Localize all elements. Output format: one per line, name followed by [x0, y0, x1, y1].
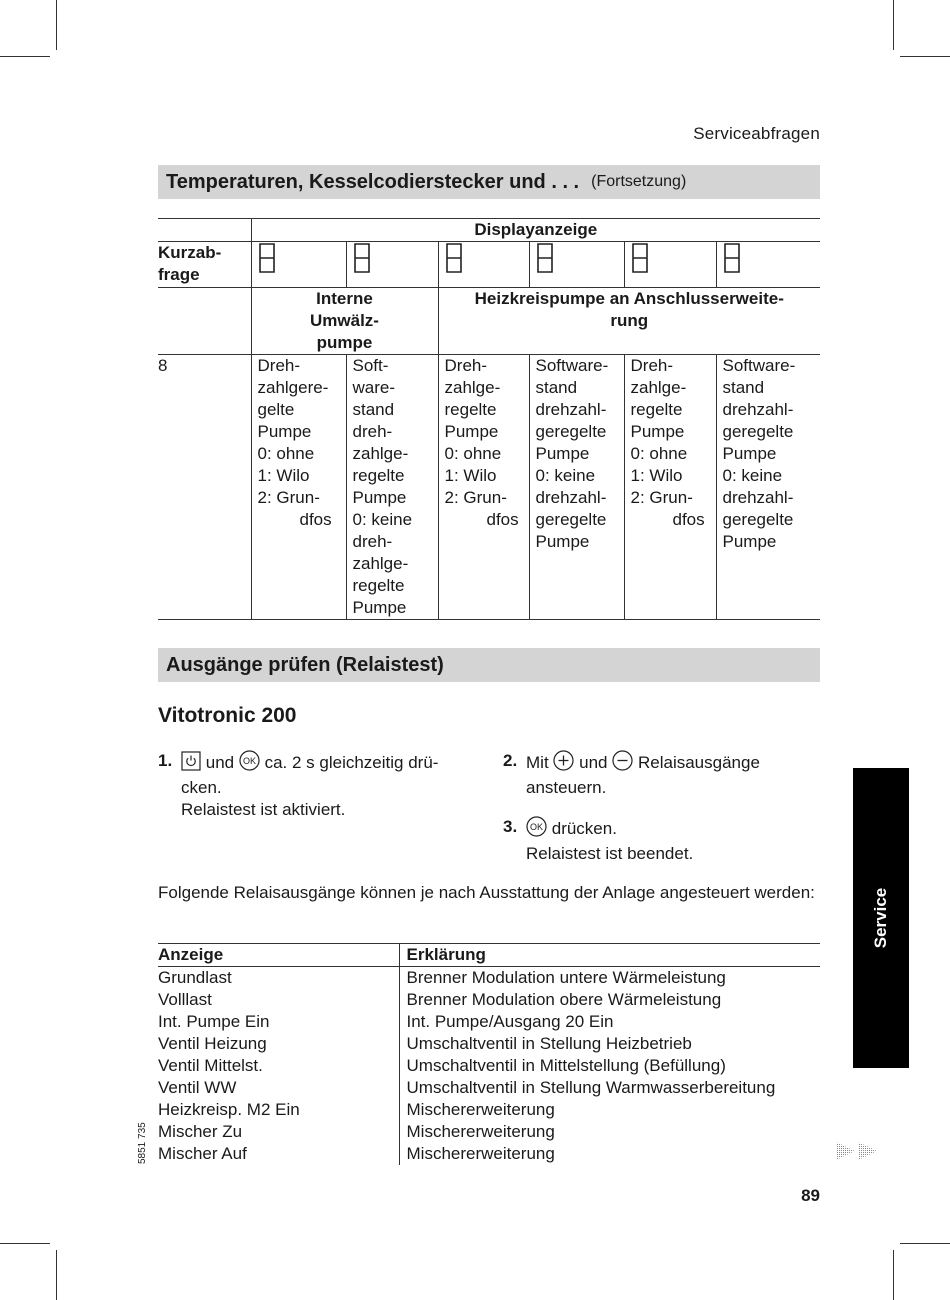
crop-mark: [893, 0, 894, 50]
row-key: 8: [158, 355, 251, 620]
cell-line: Pumpe: [722, 532, 777, 551]
cell-line: zahlge-: [352, 554, 409, 573]
step-text: Relaisausgänge: [637, 753, 760, 772]
explanation: Umschaltventil in Stellung Warmwasserbereitung: [399, 1077, 820, 1099]
crop-mark: [900, 56, 950, 57]
cell-line: zahlge-: [352, 444, 409, 463]
step-text: drücken.: [551, 819, 617, 838]
cell-option: 0: ohne: [257, 444, 315, 463]
cell-line: Software-: [535, 356, 609, 375]
cell-line: stand: [535, 378, 578, 397]
cell-option: 2: Grun-: [444, 488, 507, 507]
cell-line: gelte: [257, 400, 295, 419]
step-text: und: [579, 753, 608, 772]
step-3: [503, 816, 823, 865]
display-value: Grundlast: [158, 968, 232, 987]
group-internal-pump: Interne Umwälz-pumpe: [251, 288, 438, 355]
cell-line: geregelte: [722, 422, 794, 441]
cell-option: 2: Grun-: [630, 488, 693, 507]
side-tab-service: [853, 768, 909, 1068]
page-number: 89: [801, 1186, 820, 1205]
value-cell: [438, 355, 529, 620]
cell-option: 0: ohne: [630, 444, 688, 463]
cell-line: Pumpe: [444, 422, 499, 441]
display-table: [158, 218, 820, 620]
cell-line: Pumpe: [535, 532, 590, 551]
cell-option: dfos: [299, 510, 332, 529]
ok-key-icon: [239, 750, 260, 777]
section-heading-temperatures: [158, 165, 820, 199]
running-header: Serviceabfragen: [693, 124, 820, 143]
table-row: [158, 1143, 820, 1165]
explanation: Umschaltventil in Stellung Heizbetrieb: [399, 1033, 820, 1055]
cell-line: zahlgere-: [257, 378, 329, 397]
crop-mark: [893, 1250, 894, 1300]
section-title: Temperaturen, Kesselcodierstecker und . . .: [166, 170, 580, 193]
step-result: Relaistest ist aktiviert.: [181, 800, 346, 819]
explanation: Umschaltventil in Mittelstellung (Befüllung): [399, 1055, 820, 1077]
cell-line: Pumpe: [352, 598, 407, 617]
segment-digit-icon: [438, 242, 529, 288]
value-cell: [251, 355, 346, 620]
cell-line: ware-: [352, 378, 396, 397]
segment-digit-icon: [624, 242, 716, 288]
column-header: Erklärung: [399, 944, 820, 967]
cell-line: Pumpe: [722, 444, 777, 463]
cell-line: dreh-: [352, 422, 393, 441]
segment-digit-icon: [346, 242, 438, 288]
explanation: Int. Pumpe/Ausgang 20 Ein: [399, 1011, 820, 1033]
empty-corner: [158, 219, 251, 242]
step-number: 3.: [503, 817, 518, 836]
table-row: [158, 967, 820, 990]
step-text: und: [205, 753, 235, 772]
step-result: Relaistest ist beendet.: [526, 844, 694, 863]
display-value: Ventil Heizung: [158, 1034, 267, 1053]
cell-option: 0: ohne: [444, 444, 502, 463]
cell-line: 0: keine: [722, 466, 783, 485]
table-row: [158, 1033, 820, 1055]
value-cell: [716, 355, 820, 620]
cell-line: Pumpe: [630, 422, 685, 441]
cell-line: Pumpe: [257, 422, 312, 441]
cell-line: zahlge-: [444, 378, 501, 397]
display-value: Volllast: [158, 990, 212, 1009]
cell-line: Dreh-: [630, 356, 674, 375]
table-row: [158, 1121, 820, 1143]
cell-line: Pumpe: [535, 444, 590, 463]
cell-line: Pumpe: [352, 488, 407, 507]
cell-line: Dreh-: [444, 356, 488, 375]
cell-line: Soft-: [352, 356, 389, 375]
section-title: Ausgänge prüfen (Relaistest): [166, 653, 444, 676]
step-text: cken.: [181, 778, 222, 797]
cell-line: regelte: [352, 576, 405, 595]
cell-line: zahlge-: [630, 378, 687, 397]
crop-mark: [56, 1250, 57, 1300]
explanation: Brenner Modulation obere Wärmeleistung: [399, 989, 820, 1011]
value-cell: [624, 355, 716, 620]
section-heading-relay-test: [158, 648, 820, 682]
cell-line: dreh-: [352, 532, 393, 551]
cell-option: dfos: [672, 510, 705, 529]
cell-line: stand: [722, 378, 765, 397]
crop-mark: [0, 1243, 50, 1244]
relay-output-table: [158, 943, 820, 1165]
sub-heading: Vitotronic 200: [158, 704, 297, 727]
step-text: Mit: [526, 753, 549, 772]
table-row: [158, 1055, 820, 1077]
empty-cell: [158, 288, 251, 355]
display-value: Mischer Zu: [158, 1122, 243, 1141]
table-row: [158, 1077, 820, 1099]
step-number: 1.: [158, 751, 173, 770]
cell-line: Dreh-: [257, 356, 301, 375]
display-value: Heizkreisp. M2 Ein: [158, 1100, 300, 1119]
cell-line: drehzahl-: [535, 400, 607, 419]
display-value: Mischer Auf: [158, 1144, 247, 1163]
table-row: [158, 989, 820, 1011]
svg-text:OK: OK: [529, 822, 544, 832]
crop-mark: [0, 56, 50, 57]
cell-line: regelte: [444, 400, 497, 419]
segment-digit-icon: [716, 242, 820, 288]
svg-text:OK: OK: [242, 756, 256, 766]
cell-line: regelte: [630, 400, 683, 419]
side-tab-label: Service: [871, 887, 890, 949]
explanation: Mischererweiterung: [399, 1121, 820, 1143]
display-value: Ventil WW: [158, 1078, 237, 1097]
group-external-pump: Heizkreispumpe an Anschlusserweite-rung: [438, 288, 820, 355]
table-row: [158, 1099, 820, 1121]
crop-mark: [900, 1243, 950, 1244]
cell-option: 2: Grun-: [257, 488, 320, 507]
value-cell: [346, 355, 438, 620]
ok-key-icon: [526, 816, 547, 843]
cell-line: drehzahl-: [722, 488, 794, 507]
plus-key-icon: [553, 750, 574, 777]
column-header: Anzeige: [158, 944, 399, 967]
step-text: ansteuern.: [526, 778, 607, 797]
cell-option: dfos: [486, 510, 519, 529]
cell-line: regelte: [352, 466, 405, 485]
cell-option: 1: Wilo: [444, 466, 497, 485]
value-cell: [529, 355, 624, 620]
explanation: Brenner Modulation untere Wärmeleistung: [399, 967, 820, 990]
minus-key-icon: [612, 750, 633, 777]
cell-option: 1: Wilo: [257, 466, 310, 485]
cell-line: Software-: [722, 356, 796, 375]
step-text: ca. 2 s gleichzeitig drü-: [264, 753, 439, 772]
explanation: Mischererweiterung: [399, 1099, 820, 1121]
table-row: [158, 1011, 820, 1033]
section-suffix: (Fortsetzung): [591, 173, 687, 190]
display-value: Ventil Mittelst.: [158, 1056, 263, 1075]
step-2: [503, 750, 823, 799]
segment-digit-icon: [251, 242, 346, 288]
cell-line: drehzahl-: [722, 400, 794, 419]
cell-line: geregelte: [722, 510, 794, 529]
segment-digit-icon: [529, 242, 624, 288]
display-value: Int. Pumpe Ein: [158, 1012, 270, 1031]
cell-line: geregelte: [535, 510, 607, 529]
step-1: [158, 750, 478, 821]
continue-arrows-icon: [835, 1140, 879, 1167]
cell-line: geregelte: [535, 422, 607, 441]
cell-line: 0: keine: [352, 510, 413, 529]
step-number: 2.: [503, 751, 518, 770]
crop-mark: [56, 0, 57, 50]
power-key-icon: [181, 751, 201, 777]
explanation: Mischererweiterung: [399, 1143, 820, 1165]
document-number: 5851 735: [137, 1122, 148, 1164]
cell-line: 0: keine: [535, 466, 596, 485]
row-header: Kurzab- frage: [158, 242, 251, 288]
intro-paragraph: Folgende Relaisausgänge können je nach Ausstattung der Anlage angesteuert werden:: [158, 883, 815, 902]
cell-option: 1: Wilo: [630, 466, 683, 485]
cell-line: drehzahl-: [535, 488, 607, 507]
cell-line: stand: [352, 400, 395, 419]
display-header: Displayanzeige: [251, 219, 820, 242]
